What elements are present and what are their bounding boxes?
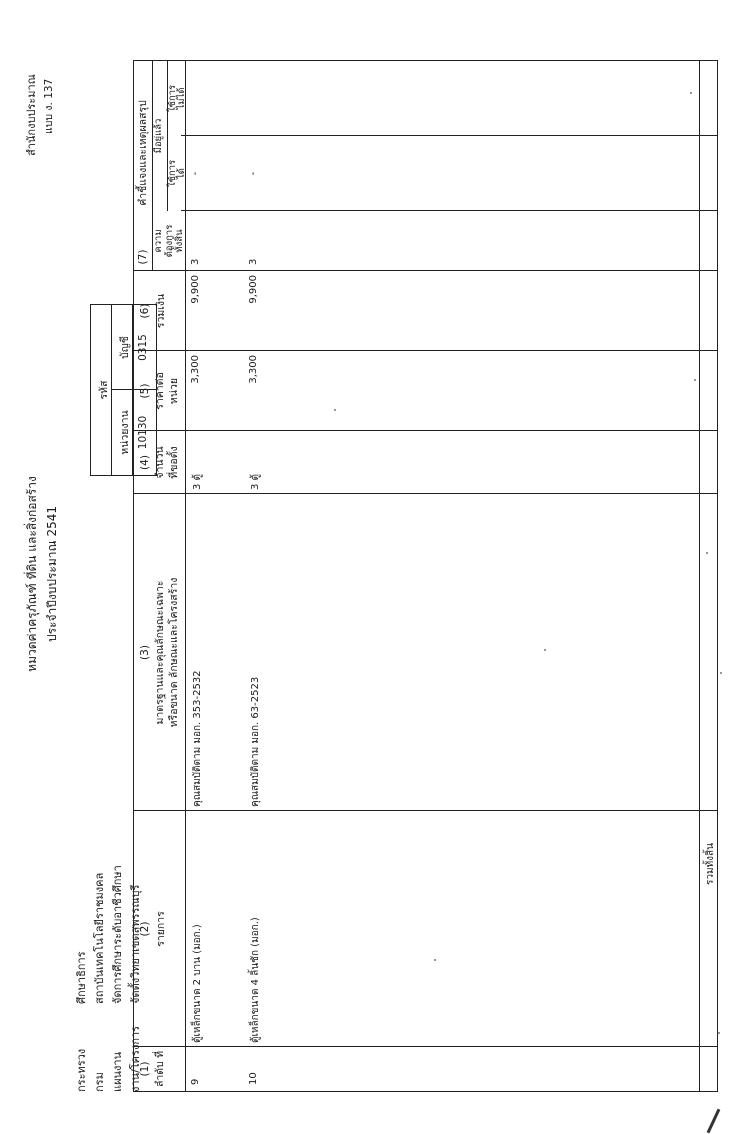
org-project-value: จัดตั้งวิทยาเขตสุพรรณบุรี <box>129 884 142 1004</box>
row1-quantity: 3 ตู้ <box>192 473 203 490</box>
col5-number: (5) <box>139 383 151 399</box>
grand-total-label: รวมทั้งสิ้น <box>705 843 716 885</box>
row1-number: 9 <box>190 1078 201 1085</box>
col7-header: คำชี้แจงและเหตุผลสรุป <box>137 100 149 206</box>
org-department-value: สถาบันเทคโนโลยีราชมงคล <box>93 872 106 1004</box>
row2-item: ตู้เหล็กขนาด 4 ลิ้นชัก (มอก.) <box>250 917 261 1043</box>
row1-item: ตู้เหล็กขนาด 2 บาน (มอก.) <box>192 924 203 1043</box>
budget-table <box>133 60 718 1092</box>
org-ministry-value: ศึกษาธิการ <box>75 951 88 1004</box>
col1-header: ลำดับ ที่ <box>154 1050 166 1088</box>
code-account-label: บัญชี <box>119 336 131 359</box>
col3-number: (3) <box>139 645 151 660</box>
col1-number: (1) <box>139 1061 151 1077</box>
col5-header-line2: หน่วย <box>168 377 180 405</box>
office-name: สำนักงบประมาณ <box>25 74 38 156</box>
col6-number: (6) <box>139 303 151 319</box>
unusable-header-line2: ไม่ได้ <box>176 87 187 110</box>
row2-spec: คุณสมบัติตาม มอก. 63-2523 <box>250 676 261 807</box>
need-header-line3: ทั้งสิ้น <box>174 229 185 253</box>
col2-header: รายการ <box>155 911 167 947</box>
col7-number: (7) <box>137 249 149 265</box>
org-plan-label: แผนงาน <box>111 1051 124 1092</box>
row1-spec: คุณสมบัติตาม มอก. 353-2532 <box>192 670 203 807</box>
have-header: มีอยู่แล้ว <box>153 118 164 154</box>
row2-unit-price: 3,300 <box>248 355 259 384</box>
usable-header-line2: ได้ <box>176 168 187 179</box>
code-account-value: 0315 <box>137 334 149 361</box>
col4-header-line1: จำนวน <box>154 446 166 479</box>
col3-header-line2: หรือขนาด ลักษณะและโครงสร้าง <box>168 577 180 728</box>
col4-header-line2: ที่ขอตั้ง <box>168 446 180 479</box>
code-box-title: รหัส <box>98 380 110 400</box>
row2-number: 10 <box>248 1072 259 1085</box>
org-department-label: กรม <box>93 1072 106 1092</box>
row2-quantity: 3 ตู้ <box>250 473 261 490</box>
document-title: หมวดค่าครุภัณฑ์ ที่ดิน และสิ่งก่อสร้าง <box>25 476 39 672</box>
row1-usable: - <box>190 171 201 176</box>
row2-usable: - <box>248 171 259 176</box>
form-number: แบบ ง. 137 <box>43 78 55 134</box>
col2-number: (2) <box>139 921 151 937</box>
row2-total: 9,900 <box>248 275 259 304</box>
need-header-line1: ความ <box>153 229 164 253</box>
unusable-header-line1: ใช้การ <box>167 84 178 113</box>
row1-unit-price: 3,300 <box>190 355 201 384</box>
row1-total: 9,900 <box>190 275 201 304</box>
usable-header-line1: ใช้การ <box>167 159 178 188</box>
need-header-line2: ต้องการ <box>164 224 175 258</box>
org-project-label: งาน/โครงการ <box>129 1025 142 1092</box>
code-unit-value: 10130 <box>137 415 149 450</box>
row1-need: 3 <box>190 258 201 265</box>
code-unit-label: หน่วยงาน <box>119 410 131 455</box>
scan-mark <box>707 1109 721 1134</box>
col3-header-line1: มาตรฐานและคุณลักษณะเฉพาะ <box>154 580 166 725</box>
row2-need: 3 <box>248 258 259 265</box>
org-ministry-label: กระทรวง <box>75 1048 88 1092</box>
org-plan-value: จัดการศึกษาระดับอาชีวศึกษา <box>111 865 124 1004</box>
col5-header-line1: ราคาต่อ <box>154 372 166 410</box>
col6-header: รวมเงิน <box>155 293 167 329</box>
fiscal-year: ประจำปีงบประมาณ 2541 <box>45 506 59 643</box>
col4-number: (4) <box>139 455 151 470</box>
